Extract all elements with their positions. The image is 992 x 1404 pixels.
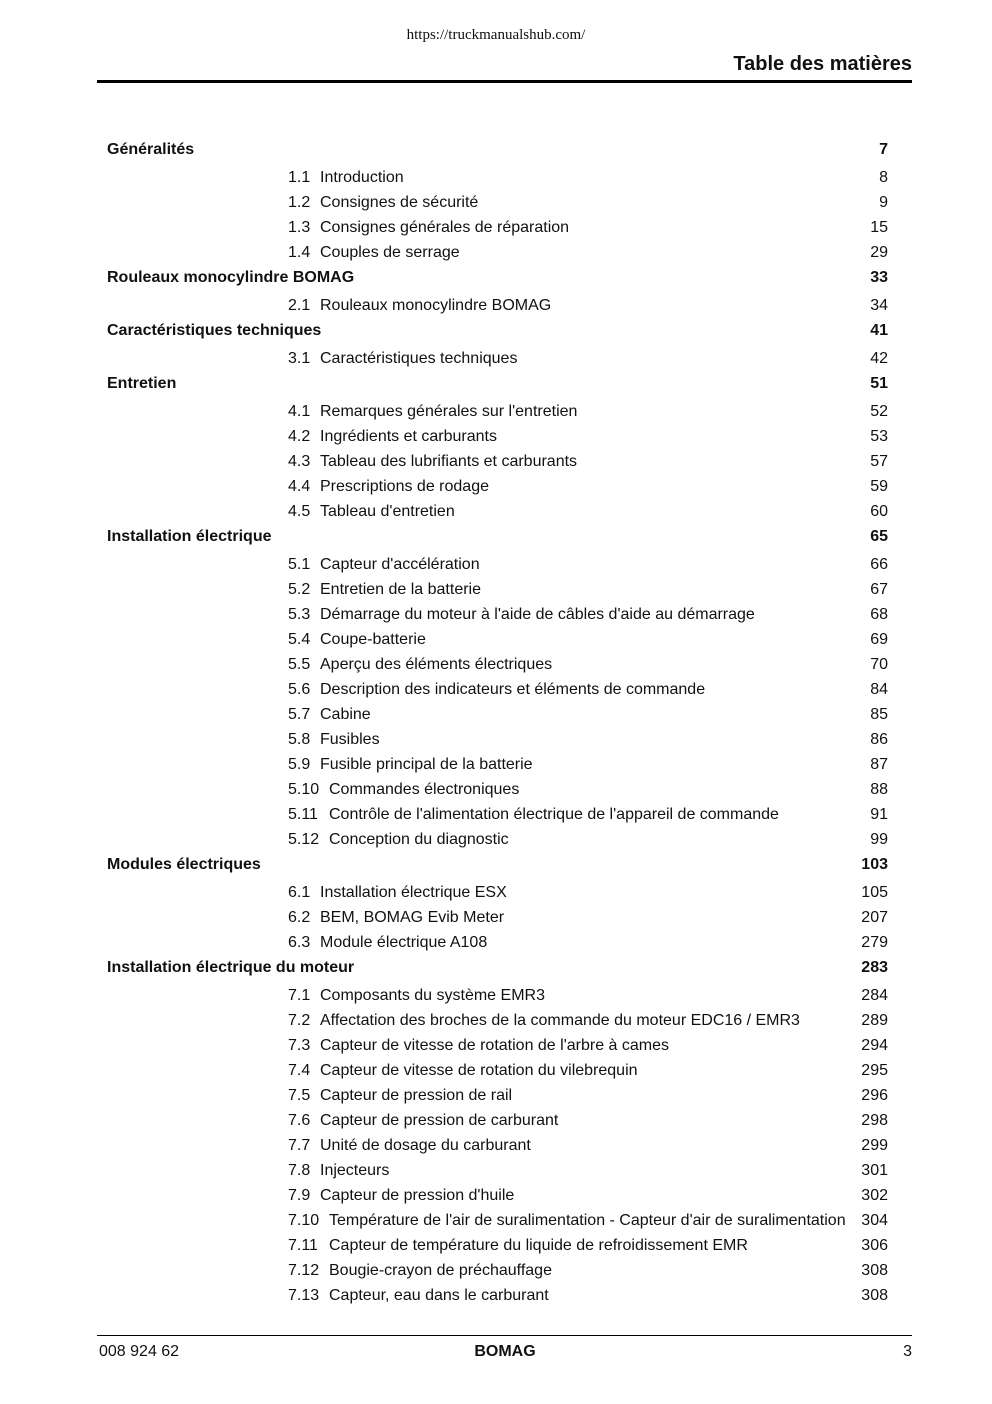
toc-entry[interactable] [107,1184,888,1209]
toc-entry-number: 5.5 [288,656,311,673]
toc-entry[interactable] [107,828,888,853]
toc-entry-title: Capteur, eau dans le carburant [329,1287,549,1304]
toc-entry-title: Description des indicateurs et éléments de commande [320,681,706,698]
toc-entry-page: 304 [861,1212,888,1229]
toc-entry[interactable] [107,347,888,372]
toc-entry[interactable] [107,906,888,931]
toc-entry-title: Température de l'air de suralimentation - Capteur d'air de suralimentation [329,1212,846,1229]
toc-entry-title: Capteur de pression de rail [320,1087,513,1104]
toc-entry-title: Tableau des lubrifiants et carburants [320,453,578,470]
toc-entry[interactable] [107,241,888,266]
toc-section[interactable] [107,853,888,878]
toc-entry[interactable] [107,1234,888,1259]
toc-entry[interactable] [107,881,888,906]
table-of-contents [107,138,888,1309]
toc-entry[interactable] [107,803,888,828]
toc-entry-title: Caractéristiques techniques [320,350,518,367]
toc-entry-number: 7.9 [288,1187,311,1204]
toc-entry-page: 105 [861,884,888,901]
toc-section[interactable] [107,372,888,397]
toc-entry-page: 59 [870,478,888,495]
toc-entry-number: 5.10 [288,781,320,798]
toc-entry[interactable] [107,475,888,500]
toc-entry-number: 4.5 [288,503,311,520]
toc-entry-title: Fusibles [320,731,380,748]
toc-section-title: Rouleaux monocylindre BOMAG [107,269,355,286]
toc-section-page: 41 [870,322,888,339]
toc-entry-page: 301 [861,1162,888,1179]
toc-entry[interactable] [107,984,888,1009]
toc-entry-number: 4.4 [288,478,311,495]
toc-entry-page: 299 [861,1137,888,1154]
toc-entry[interactable] [107,753,888,778]
toc-entry-page: 52 [870,403,888,420]
toc-entry[interactable] [107,294,888,319]
toc-entry-number: 7.13 [288,1287,320,1304]
toc-entry[interactable] [107,216,888,241]
toc-entry-number: 7.8 [288,1162,311,1179]
toc-entry[interactable] [107,1109,888,1134]
toc-entry-number: 6.1 [288,884,311,901]
toc-entry-number: 7.10 [288,1212,320,1229]
toc-entry-page: 284 [861,987,888,1004]
toc-entry[interactable] [107,1034,888,1059]
toc-entry-title: Capteur de vitesse de rotation du vilebrequin [320,1062,638,1079]
toc-entry-number: 4.1 [288,403,311,420]
toc-section[interactable] [107,138,888,163]
toc-entry-title: Coupe-batterie [320,631,426,648]
toc-section[interactable] [107,266,888,291]
toc-entry[interactable] [107,653,888,678]
header-url: https://truckmanualshub.com/ [406,27,586,43]
toc-entry-title: Module électrique A108 [320,934,488,951]
toc-entry-page: 60 [870,503,888,520]
toc-entry-title: Installation électrique ESX [320,884,507,901]
toc-entry-title: Aperçu des éléments électriques [320,656,553,673]
toc-entry[interactable] [107,1009,888,1034]
toc-entry-page: 99 [870,831,888,848]
toc-entry-number: 1.4 [288,244,311,261]
toc-section[interactable] [107,525,888,550]
toc-entry-title: Introduction [320,169,404,186]
toc-section-page: 7 [879,141,888,158]
toc-entry-number: 2.1 [288,297,311,314]
toc-entry-number: 5.8 [288,731,311,748]
toc-entry-page: 302 [861,1187,888,1204]
toc-entry-page: 294 [861,1037,888,1054]
toc-entry-number: 7.11 [288,1237,318,1254]
toc-entry-title: Rouleaux monocylindre BOMAG [320,297,552,314]
toc-entry-number: 7.3 [288,1037,311,1054]
toc-entry-page: 207 [861,909,888,926]
toc-entry[interactable] [107,191,888,216]
toc-entry-title: Capteur de vitesse de rotation de l'arbre à cames [320,1037,670,1054]
toc-entry[interactable] [107,728,888,753]
toc-entry-title: Composants du système EMR3 [320,987,545,1004]
toc-entry-number: 5.7 [288,706,311,723]
toc-entry-page: 308 [861,1287,888,1304]
toc-entry-title: Capteur de température du liquide de refroidissement EMR [329,1237,748,1254]
toc-section-page: 283 [861,959,888,976]
toc-entry[interactable] [107,1084,888,1109]
toc-entry-page: 29 [870,244,888,261]
toc-entry-number: 5.11 [288,806,318,823]
toc-section[interactable] [107,319,888,344]
toc-entry-number: 7.12 [288,1262,320,1279]
toc-entry-page: 42 [870,350,888,367]
toc-entry[interactable] [107,1159,888,1184]
toc-entry-title: Conception du diagnostic [329,831,509,848]
toc-entry-page: 85 [870,706,888,723]
toc-section-page: 33 [870,269,888,286]
toc-entry-number: 7.6 [288,1112,311,1129]
toc-entry-number: 7.7 [288,1137,311,1154]
toc-entry[interactable] [107,1259,888,1284]
toc-entry[interactable] [107,500,888,525]
toc-entry-page: 66 [870,556,888,573]
toc-entry-title: Consignes générales de réparation [320,219,570,236]
toc-entry[interactable] [107,1134,888,1159]
toc-entry[interactable] [107,553,888,578]
toc-entry[interactable] [107,425,888,450]
toc-entry-title: Affectation des broches de la commande du moteur EDC16 / EMR3 [320,1012,800,1029]
toc-entry-number: 5.2 [288,581,311,598]
toc-entry-page: 279 [861,934,888,951]
toc-entry-title: Commandes électroniques [329,781,520,798]
toc-entry-title: BEM, BOMAG Evib Meter [320,909,505,926]
toc-entry-title: Bougie-crayon de préchauffage [329,1262,552,1279]
toc-entry-number: 5.9 [288,756,311,773]
toc-entry-title: Cabine [320,706,371,723]
toc-entry-number: 1.3 [288,219,311,236]
toc-entry-page: 84 [870,681,888,698]
toc-entry-page: 8 [879,169,888,186]
toc-entry-page: 91 [870,806,888,823]
toc-entry-page: 295 [861,1062,888,1079]
toc-entry-title: Consignes de sécurité [320,194,479,211]
footer-doc-number: 008 924 62 [99,1343,180,1360]
toc-entry[interactable] [107,703,888,728]
toc-entry-number: 7.5 [288,1087,311,1104]
toc-entry-title: Couples de serrage [320,244,460,261]
toc-entry-title: Entretien de la batterie [320,581,481,598]
toc-entry[interactable] [107,1284,888,1309]
toc-entry-number: 5.4 [288,631,311,648]
toc-entry-page: 298 [861,1112,888,1129]
toc-entry[interactable] [107,603,888,628]
toc-entry-title: Démarrage du moteur à l'aide de câbles d'aide au démarrage [320,606,755,623]
toc-entry-page: 57 [870,453,888,470]
toc-entry[interactable] [107,628,888,653]
toc-entry-page: 70 [870,656,888,673]
toc-entry-page: 53 [870,428,888,445]
toc-entry[interactable] [107,400,888,425]
toc-entry-number: 5.3 [288,606,311,623]
toc-entry[interactable] [107,450,888,475]
toc-entry-number: 6.3 [288,934,311,951]
footer-brand: BOMAG [474,1343,536,1360]
toc-entry-page: 296 [861,1087,888,1104]
toc-entry-page: 69 [870,631,888,648]
toc-entry[interactable] [107,1059,888,1084]
toc-section-title: Installation électrique du moteur [107,959,355,976]
toc-entry-page: 289 [861,1012,888,1029]
toc-entry[interactable] [107,778,888,803]
toc-entry-title: Prescriptions de rodage [320,478,489,495]
toc-entry-number: 6.2 [288,909,311,926]
toc-entry-number: 4.3 [288,453,311,470]
toc-entry-title: Ingrédients et carburants [320,428,497,445]
toc-entry-page: 15 [870,219,888,236]
toc-entry-page: 87 [870,756,888,773]
toc-entry-page: 86 [870,731,888,748]
toc-entry-number: 1.2 [288,194,311,211]
toc-entry-number: 1.1 [288,169,311,186]
toc-entry-number: 7.1 [288,987,311,1004]
toc-entry-title: Remarques générales sur l'entretien [320,403,578,420]
toc-entry[interactable] [107,578,888,603]
toc-section-page: 103 [861,856,888,873]
toc-entry-page: 34 [870,297,888,314]
toc-section-page: 51 [870,375,888,392]
toc-entry-title: Capteur de pression d'huile [320,1187,515,1204]
toc-section-title: Généralités [107,141,195,158]
toc-entry-number: 5.1 [288,556,311,573]
toc-section[interactable] [107,956,888,981]
toc-entry-number: 3.1 [288,350,311,367]
toc-entry-title: Injecteurs [320,1162,390,1179]
toc-entry[interactable] [107,931,888,956]
toc-entry-number: 7.2 [288,1012,311,1029]
toc-entry-page: 308 [861,1262,888,1279]
toc-entry-page: 88 [870,781,888,798]
toc-section-page: 65 [870,528,888,545]
toc-entry-page: 68 [870,606,888,623]
toc-entry[interactable] [107,166,888,191]
toc-entry-title: Fusible principal de la batterie [320,756,533,773]
toc-entry-title: Tableau d'entretien [320,503,455,520]
toc-entry-page: 9 [879,194,888,211]
footer-divider [97,1335,912,1336]
toc-section-title: Modules électriques [107,856,261,873]
page-title: Table des matières [733,53,912,75]
toc-entry-number: 5.6 [288,681,311,698]
toc-entry-title: Contrôle de l'alimentation électrique de l'appareil de commande [329,806,779,823]
toc-entry-title: Unité de dosage du carburant [320,1137,531,1154]
toc-entry[interactable] [107,678,888,703]
toc-entry[interactable] [107,1209,888,1234]
toc-section-title: Entretien [107,375,177,392]
header-divider [97,80,912,83]
toc-entry-title: Capteur de pression de carburant [320,1112,559,1129]
toc-entry-number: 7.4 [288,1062,311,1079]
toc-section-title: Installation électrique [107,528,272,545]
footer-page-number: 3 [903,1343,912,1360]
toc-entry-number: 5.12 [288,831,320,848]
toc-entry-title: Capteur d'accélération [320,556,480,573]
toc-entry-number: 4.2 [288,428,311,445]
toc-entry-page: 67 [870,581,888,598]
toc-entry-page: 306 [861,1237,888,1254]
toc-section-title: Caractéristiques techniques [107,322,322,339]
